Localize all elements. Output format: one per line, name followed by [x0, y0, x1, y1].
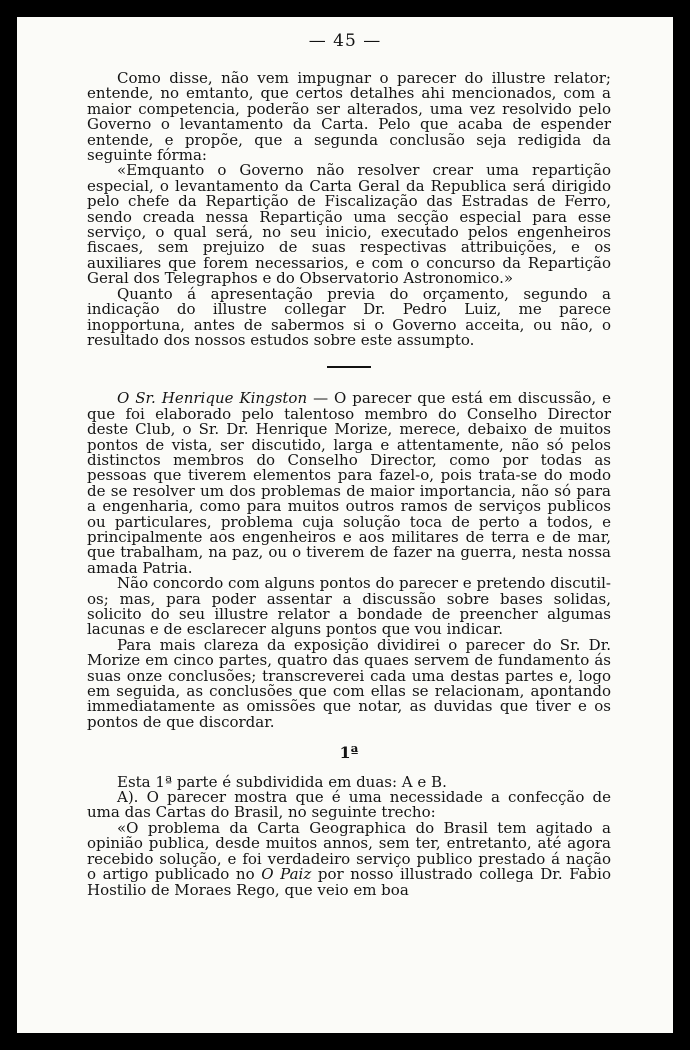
paragraph-relator: Como disse, não vem impugnar o parecer do illustre relator; entende, no emtanto, que certos detalhes ahi mencionados, com a maior competencia, poderão ser alterados, uma vez resolvido pelo Governo o levantamento da Carta. Pelo que acaba de espender entende, e propõe, que a segunda conclusão seja redigida da seguinte fórma: — [87, 69, 611, 165]
document-page — [17, 17, 673, 1033]
quote-newspaper: O Paiz — [261, 865, 312, 884]
quote-after: por nosso illustrado collega Dr. Fabio Hostilio de Moraes Rego, que veio em boa — [87, 865, 611, 899]
quote-before: «O problema da Carta Geographica do Brasil tem agitado a opinião publica, desde muitos annos, sem ter, entretanto, até agora recebido solução, e foi verdadeiro serviço publico prestado á nação o artigo publicado no — [87, 818, 611, 884]
part-a-text: O parecer mostra que é uma necessidade a confecção de uma das Cartas do Brasil, no seguinte trecho: — [87, 788, 611, 822]
body-text — [87, 71, 611, 898]
part-a-label: A). — [117, 788, 139, 807]
page-number: — 45 — — [308, 31, 382, 51]
paragraph-kingston-division: Para mais clareza da exposição dividirei o parecer do Sr. Dr. Morize em cinco partes, quatro das quaes servem de fundamento ás suas onze conclusões; transcreverei cada uma destas partes e, logo em seguida, as conclusões que com ellas se relacionam, apontando immediatamente as omissões que notar, as duvidas que tiver e os pontos de que discordar. — [87, 635, 611, 731]
speech-opening: O parecer que está em discussão, e que foi elaborado pelo talentoso membro do Conselho Director deste Club, o Sr. Dr. Henrique Morize, merece, debaixo de muitos pontos de vista, ser discutido, larga e attentamente, não só pelos distinctos membros do Conselho Director, como por todas as pessoas que tiverem elementos para fazel-o, pois trata-se do modo de se resolver um dos problemas de maior importancia, não só para a engenharia, como para muitos outros ramos de serviços publicos ou particulares, problema cuja solução toca de perto a todos, e principalmente aos engenheiros e aos militares de terra e de mar, que trabalham, na paz, ou o tiverem de fazer na guerra, nesta nossa amada Patria. — [87, 389, 612, 577]
speaker-name: O Sr. Henrique Kingston — [117, 389, 308, 408]
paragraph-proposed-conclusion: «Emquanto o Governo não resolver crear uma repartição especial, o levantamento da Carta Geral da Republica será dirigido pelo chefe da Repartição de Fiscalização das Estradas de Ferro, sendo creada nessa Repartição uma secção especial para esse serviço, o qual será, no seu inicio, executado pelos engenheiros fiscaes, sem prejuizo de suas respectivas attribuições, e os auxiliares que forem necessarios, e com o concurso da Repartição Geral dos Telegraphos e do Observatorio Astronomico.» — [87, 161, 611, 288]
section-heading: 1ª — [339, 743, 359, 763]
paragraph-part-intro: Esta 1ª parte é subdividida em duas: A e B. — [117, 772, 447, 791]
section-divider — [327, 366, 371, 368]
speaker-dash: — — [307, 389, 335, 408]
paragraph-kingston-disagree: Não concordo com alguns pontos do parecer e pretendo discutil-os; mas, para poder assentar a discussão sobre bases solidas, solicito do seu illustre relator a bondade de preencher algumas lacunas e de esclarecer alguns pontos que vou indicar. — [87, 574, 611, 639]
paragraph-budget: Quanto á apresentação previa do orçamento, segundo a indicação do illustre collegar Dr. Pedro Luiz, me parece inopportuna, antes de sabermos si o Governo acceita, ou não, o resultado dos nossos estudos sobre este assumpto. — [87, 284, 611, 349]
paragraph-part-a — [87, 790, 611, 821]
paragraph-kingston-opening — [87, 391, 611, 576]
paragraph-quote — [87, 818, 611, 899]
